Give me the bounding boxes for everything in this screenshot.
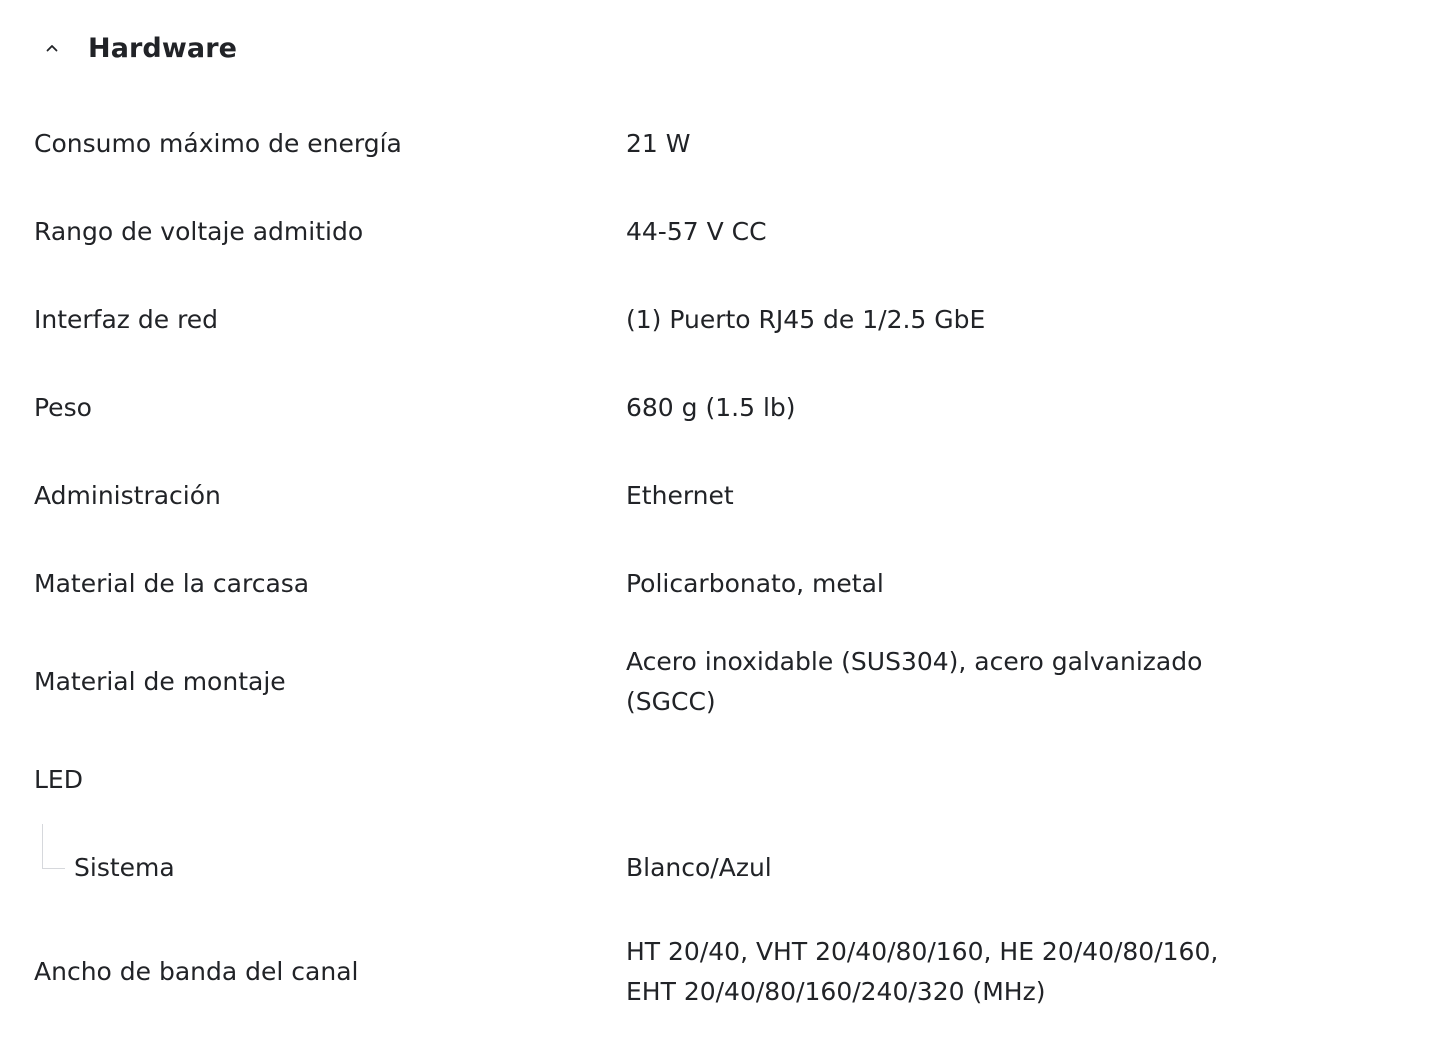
- spec-label: Administración: [34, 481, 221, 510]
- spec-label: Peso: [34, 393, 92, 422]
- chevron-up-icon[interactable]: [34, 30, 70, 66]
- spec-value: 21 W: [626, 129, 691, 158]
- spec-list: [0, 100, 1440, 1032]
- spec-value: (1) Puerto RJ45 de 1/2.5 GbE: [626, 305, 986, 334]
- spec-value: Blanco/Azul: [626, 853, 772, 882]
- spec-row-weight: [0, 364, 1440, 452]
- spec-row-led: [0, 736, 1440, 824]
- spec-value: HT 20/40, VHT 20/40/80/160, HE 20/40/80/160, EHT 20/40/80/160/240/320 (MHz): [626, 937, 1219, 1006]
- spec-row-enclosure: [0, 540, 1440, 628]
- spec-label: LED: [34, 765, 83, 794]
- spec-value: Acero inoxidable (SUS304), acero galvanizado (SGCC): [626, 647, 1203, 716]
- spec-value: Policarbonato, metal: [626, 569, 884, 598]
- hardware-section-toggle[interactable]: [34, 20, 237, 76]
- spec-row-power: [0, 100, 1440, 188]
- spec-label: Consumo máximo de energía: [34, 129, 402, 158]
- section-title: Hardware: [88, 32, 238, 64]
- spec-row-management: [0, 452, 1440, 540]
- spec-row-voltage: [0, 188, 1440, 276]
- tree-connector: [42, 824, 65, 869]
- spec-label: Ancho de banda del canal: [34, 957, 359, 986]
- spec-row-mount: [0, 628, 1440, 736]
- spec-label: Material de montaje: [34, 667, 286, 696]
- spec-label: Rango de voltaje admitido: [34, 217, 364, 246]
- spec-label: Interfaz de red: [34, 305, 219, 334]
- spec-value: 680 g (1.5 lb): [626, 393, 796, 422]
- spec-label: Sistema: [74, 853, 175, 882]
- spec-value: Ethernet: [626, 481, 734, 510]
- spec-row-network: [0, 276, 1440, 364]
- spec-row-bandwidth: [0, 912, 1440, 1032]
- spec-value: 44-57 V CC: [626, 217, 767, 246]
- spec-label: Material de la carcasa: [34, 569, 310, 598]
- spec-row-led-system: [0, 824, 1440, 912]
